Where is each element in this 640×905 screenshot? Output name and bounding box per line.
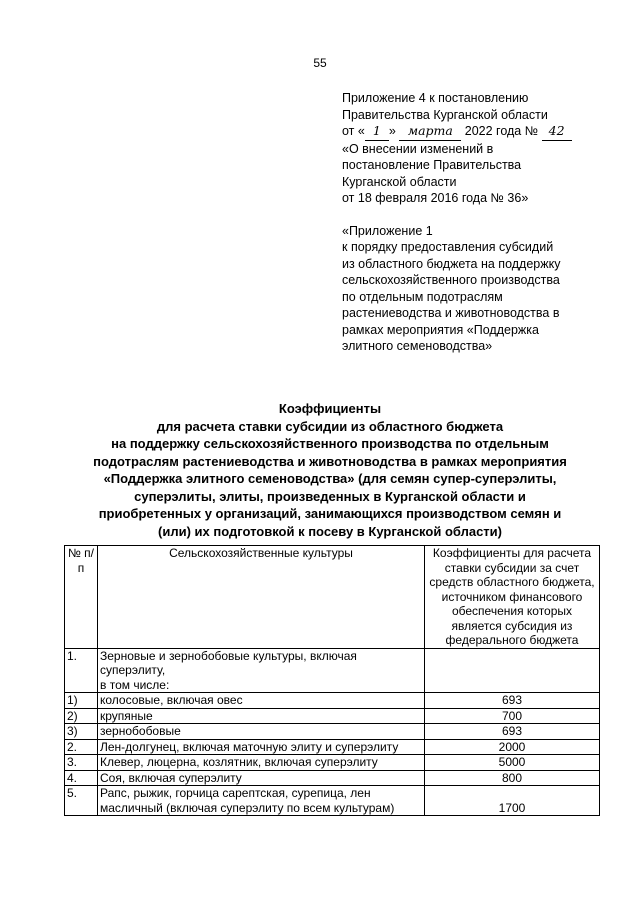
- annex-line: к порядку предоставления субсидий: [342, 240, 554, 254]
- row-number: 3.: [65, 755, 98, 771]
- row-number: 2): [65, 708, 98, 724]
- coefficients-table: [64, 545, 600, 816]
- row-number: 1): [65, 693, 98, 709]
- row-crop-sub: в том числе:: [100, 677, 170, 692]
- row-crop: Клевер, люцерна, козлятник, включая суперэлиту: [98, 755, 425, 771]
- handwritten-month: марта: [399, 123, 461, 141]
- row-number: 5.: [65, 786, 98, 816]
- table-row: [65, 755, 600, 771]
- document-title: [60, 400, 600, 540]
- header-number: № п/п: [65, 546, 98, 649]
- table-row: [65, 693, 600, 709]
- header-crop: Сельскохозяйственные культуры: [98, 546, 425, 649]
- title-line: на поддержку сельскохозяйственного производства по отдельным: [111, 436, 549, 451]
- row-number: 4.: [65, 770, 98, 786]
- title-line: приобретенных у организаций, занимающихся производством семян и: [98, 506, 562, 521]
- appendix-line: от 18 февраля 2016 года № 36»: [342, 191, 529, 205]
- row-crop-text: Зерновые и зернобобовые культуры, включая суперэлиту,: [100, 648, 357, 677]
- row-value: 2000: [425, 739, 600, 755]
- title-line: суперэлиты, элиты, произведенных в Курганской области и: [134, 488, 526, 504]
- title-line: «Поддержка элитного семеноводства» (для семян супер-суперэлиты,: [103, 471, 557, 486]
- row-crop: зернобобовые: [98, 724, 425, 740]
- row-value: 1700: [425, 786, 600, 816]
- row-value: 800: [425, 770, 600, 786]
- title-line: для расчета ставки субсидии из областного бюджета: [156, 418, 504, 434]
- annex-line: растениеводства и животноводства в: [342, 306, 560, 320]
- annex-line: «Приложение 1: [342, 223, 433, 238]
- appendix-line: Приложение 4 к постановлению: [342, 91, 529, 105]
- date-year: 2022 года №: [464, 124, 539, 138]
- row-value: 693: [425, 693, 600, 709]
- table-header-row: [65, 546, 600, 649]
- date-mid: »: [388, 124, 396, 138]
- appendix-date-line: [342, 123, 622, 141]
- row-number: 2.: [65, 739, 98, 755]
- appendix-line: Курганской области: [342, 174, 457, 189]
- annex-line: элитного семеноводства»: [342, 339, 493, 353]
- date-prefix: от «: [342, 124, 365, 138]
- row-value: 700: [425, 708, 600, 724]
- handwritten-number: 42: [542, 123, 572, 141]
- row-number: 3): [65, 724, 98, 740]
- title-line: (или) их подготовкой к посеву в Курганской области): [158, 523, 502, 539]
- appendix-line: «О внесении изменений в: [342, 141, 494, 156]
- row-crop: Рапс, рыжик, горчица сарептская, сурепица, лен масличный (включая суперэлиту по всем культурам): [98, 786, 425, 816]
- row-value: [425, 648, 600, 693]
- row-crop: крупяные: [98, 708, 425, 724]
- row-crop: Соя, включая суперэлиту: [98, 770, 425, 786]
- page-number: 55: [313, 56, 327, 70]
- title-line: Коэффициенты: [278, 401, 382, 416]
- table-row: [65, 770, 600, 786]
- table-row: [65, 786, 600, 816]
- table-row: [65, 648, 600, 693]
- handwritten-day: 1: [365, 123, 389, 141]
- row-crop: Лен-долгунец, включая маточную элиту и суперэлиту: [98, 739, 425, 755]
- row-crop: [98, 648, 425, 693]
- appendix-line: постановление Правительства: [342, 158, 522, 172]
- annex-line: рамках мероприятия «Поддержка: [342, 322, 539, 337]
- annex-line: по отдельным подотраслям: [342, 289, 503, 304]
- appendix-header: [342, 90, 622, 355]
- annex-line: из областного бюджета на поддержку: [342, 256, 561, 271]
- annex-line: сельскохозяйственного производства: [342, 273, 560, 287]
- table-row: [65, 708, 600, 724]
- table-row: [65, 739, 600, 755]
- title-line: подотраслям растениеводства и животноводства в рамках мероприятия: [93, 453, 567, 469]
- header-coefficient: Коэффициенты для расчета ставки субсидии за счет средств областного бюджета, источником финансового обеспечения которых является субсидия из федерального бюджета: [425, 546, 600, 649]
- row-number: 1.: [65, 648, 98, 693]
- row-value: 693: [425, 724, 600, 740]
- row-value: 5000: [425, 755, 600, 771]
- row-crop: колосовые, включая овес: [98, 693, 425, 709]
- appendix-line: Правительства Курганской области: [342, 107, 548, 122]
- table-row: [65, 724, 600, 740]
